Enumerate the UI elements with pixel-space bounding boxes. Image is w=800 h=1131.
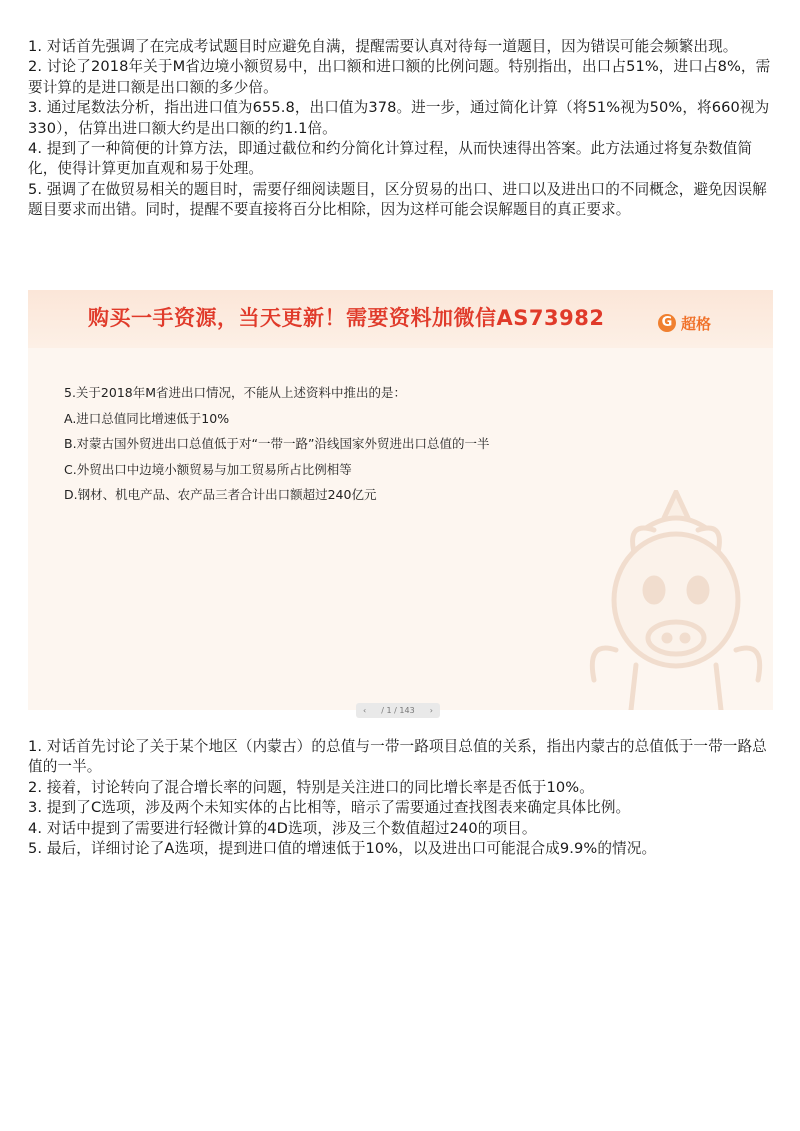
summary-notes-bottom [28,737,776,859]
option-c: C.外贸出口中边境小额贸易与加工贸易所占比例相等 [64,461,352,477]
option-d: D.钢材、机电产品、农产品三者合计出口额超过240亿元 [64,487,377,502]
note-item: 5. 强调了在做贸易相关的题目时，需要仔细阅读题目，区分贸易的出口、进口以及进出口的不同概念，避免因误解题目要求而出错。同时，提醒不要直接将百分比相除，因为这样可能会误解题目的真正要求。 [28,180,767,219]
note-item: 3. 通过尾数法分析，指出进口值为655.8，出口值为378。进一步，通过简化计算（将51%视为50%，将660视为330），估算出进口额大约是出口额的约1.1倍。 [28,99,770,137]
summary-notes-top [28,37,776,221]
option-b: B.对蒙古国外贸进出口总值低于对“一带一路”沿线国家外贸进出口总值的一半 [64,436,490,451]
question-block [64,380,704,508]
lecture-slide [28,290,773,710]
option-a: A.进口总值同比增速低于10% [64,410,230,426]
brand-logo [658,310,711,336]
note-item: 2. 接着，讨论转向了混合增长率的问题，特别是关注进口的同比增长率是否低于10%。 [28,778,594,796]
slide-banner [28,290,773,348]
brand-g-icon: G [658,314,676,332]
slide-pager [356,703,440,718]
brand-name: 超格 [681,314,712,333]
banner-text: 购买一手资源，当天更新！需要资料加微信AS73982 [88,306,605,330]
prev-page-icon[interactable]: ‹ [363,706,367,715]
note-item: 1. 对话首先讨论了关于某个地区（内蒙古）的总值与一带一路项目总值的关系，指出内蒙古的总值低于一带一路总值的一半。 [28,738,767,776]
note-item: 4. 提到了一种简便的计算方法，即通过截位和约分简化计算过程，从而快速得出答案。此方法通过将复杂数值简化，使得计算更加直观和易于处理。 [28,140,753,178]
note-item: 3. 提到了C选项，涉及两个未知实体的占比相等，暗示了需要通过查找图表来确定具体比例。 [28,799,631,817]
question-stem: 5.关于2018年M省进出口情况，不能从上述资料中推出的是： [64,385,407,400]
note-item: 1. 对话首先强调了在完成考试题目时应避免自满，提醒需要认真对待每一道题目，因为错误可能会频繁出现。 [28,38,738,55]
unicorn-mascot-watermark [576,490,773,710]
note-item: 2. 讨论了2018年关于M省边境小额贸易中，出口额和进口额的比例问题。特别指出，出口占51%，进口占8%，需要计算的是进口额是出口额的多少倍。 [28,58,771,96]
note-item: 4. 对话中提到了需要进行轻微计算的4D选项，涉及三个数值超过240的项目。 [28,819,537,837]
note-item: 5. 最后，详细讨论了A选项，提到进口值的增速低于10%，以及进出口可能混合成9.9%的情况。 [28,840,657,858]
page-indicator: / 1 / 143 [381,706,415,715]
next-page-icon[interactable]: › [429,706,433,715]
